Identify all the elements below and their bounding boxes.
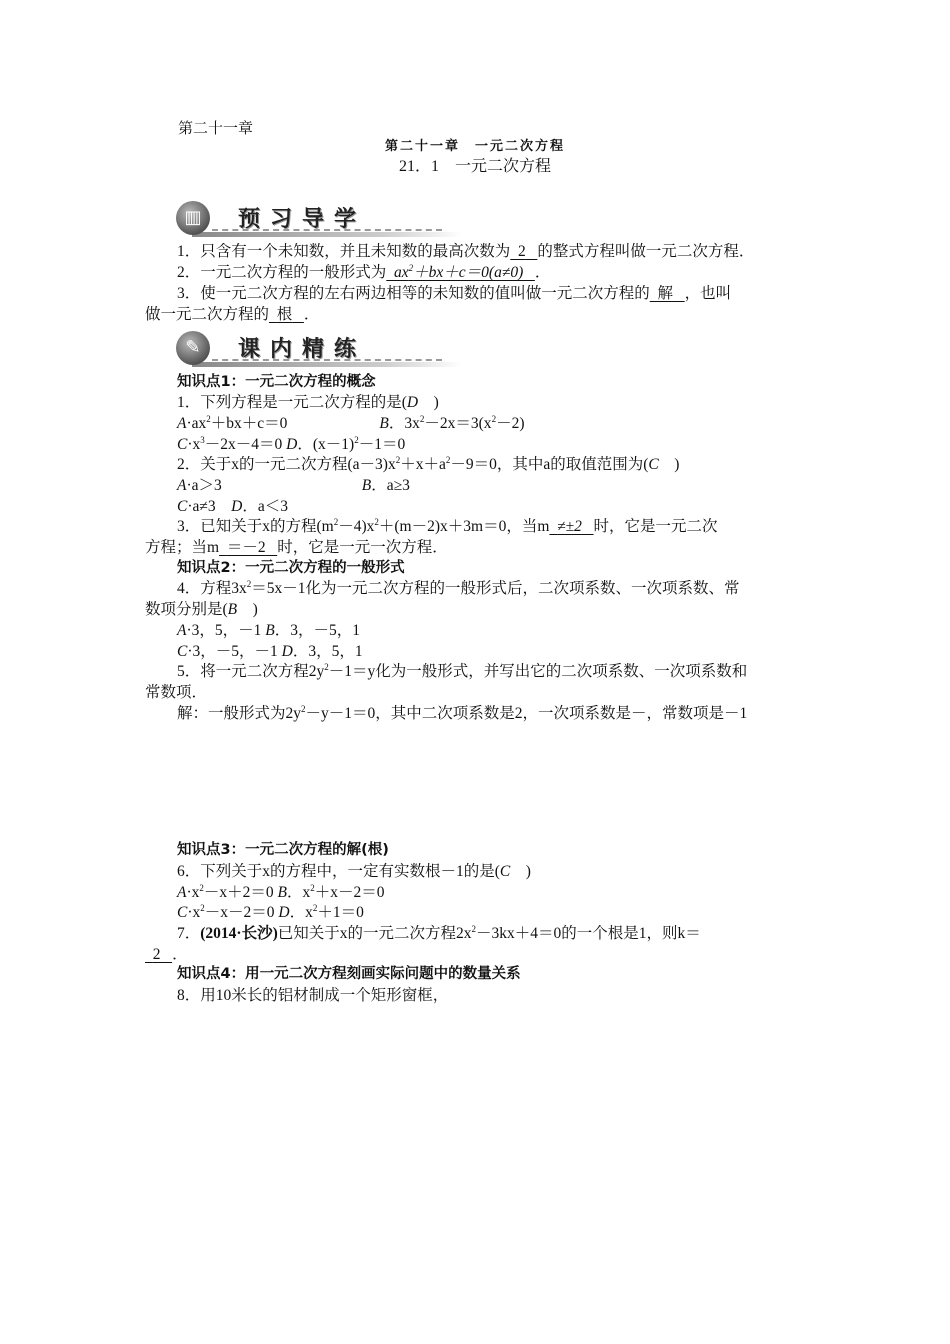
question-5-cont: 常数项． — [145, 684, 208, 701]
preview-item-3-cont — [145, 304, 319, 325]
answer-blank: 根 — [276, 306, 293, 323]
knowledge-point-2: 知识点2：一元二次方程的一般形式 — [177, 560, 405, 576]
preview-item-3 — [177, 283, 731, 304]
book-icon: ▥ — [176, 201, 210, 235]
question-6: 6．下列关于x的方程中，一定有实数根－1的是(C ) — [177, 863, 531, 880]
section-title: 21．1 一元二次方程 — [398, 158, 551, 175]
knowledge-point-4: 知识点4：用一元二次方程刻画实际问题中的数量关系 — [177, 966, 521, 982]
text: 做一元二次方程的 — [145, 306, 270, 323]
text: 3．使一元二次方程的左右两边相等的未知数的值叫做一元二次方程的 — [177, 285, 650, 302]
banner-title: 课内精练 — [238, 337, 367, 362]
text: 1．只含有一个未知数，并且未知数的最高次数为 — [177, 243, 511, 260]
answer-blank: $ax^2+bx+c=0(a\ne 0)$ — [386, 263, 535, 281]
text: ，也叫 — [684, 285, 732, 302]
q4-options-cd: C·3，－5，－1 D．3，5，1 — [177, 643, 363, 660]
answer-blank: ≠±2 — [557, 518, 582, 535]
text: ． — [534, 264, 551, 281]
text: 2．一元二次方程的一般形式为 — [177, 264, 387, 281]
q6-options-ab: $A\cdot x^2-x+2=0$ B．$x^2+x-2=0$ — [177, 883, 385, 901]
text: ． — [303, 306, 320, 323]
answer-blank: 2 — [518, 243, 526, 260]
question-3: 3．已知关于x的方程$(m^2-4)x^2+(m-2)x+3m=0$，当m ≠±2 时，它是一元二次 — [177, 517, 718, 535]
question-4: 4．方程$3x^2=5x-1$化为一元二次方程的一般形式后，二次项系数、一次项系数、常 — [177, 579, 740, 597]
knowledge-point-3: 知识点3：一元二次方程的解(根) — [177, 842, 389, 858]
question-7: 7．(2014·长沙)已知关于x的一元二次方程$2x^2-3kx+4=0$的一个根是1，则k＝ — [177, 924, 701, 942]
answer: D — [406, 394, 419, 411]
question-3-cont: 方程；当m ＝－2 时，它是一元一次方程． — [145, 539, 448, 556]
q2-options-cd: C·a≠3 D．a＜3 — [177, 498, 289, 515]
answer: C — [499, 863, 511, 880]
q6-options-cd: $C\cdot x^2-x-2=0$ D．$x^2+1=0$ — [177, 903, 364, 921]
question-2: 2．关于x的一元二次方程$(a-3)x^2+x+a^2-9=0$，其中a的取值范围为(C ) — [177, 455, 680, 473]
source-tag: (2014·长沙) — [200, 925, 278, 942]
chapter-title: 第二十一章 一元二次方程 — [384, 139, 565, 154]
preview-item-2 — [177, 262, 550, 283]
answer-blank: 解 — [657, 285, 674, 302]
q4-options-ab: A·3，5，－1 B．3，－5，1 — [177, 622, 361, 639]
chapter-label: 第二十一章 — [178, 121, 254, 137]
preview-item-1 — [177, 241, 754, 262]
answer-blank: ＝－2 — [226, 539, 266, 556]
answer-blank: 2 — [152, 946, 161, 963]
answer: C — [648, 456, 659, 473]
banner-practice — [176, 329, 466, 369]
question-4-cont: 数项分别是(B ) — [145, 601, 258, 618]
banner-title: 预习导学 — [238, 207, 367, 232]
question-7-cont: 2 ． — [145, 944, 188, 965]
answer: B — [227, 601, 238, 618]
q1-options-ab: $A\cdot ax^2+bx+c=0$ B．$3x^2-2x=3(x^2-2)$ — [177, 414, 525, 432]
question-8: 8．用10米长的铝材制成一个矩形窗框， — [177, 987, 449, 1004]
knowledge-point-1: 知识点1：一元二次方程的概念 — [177, 374, 376, 390]
question-5-solution: 解：一般形式为$2y^2-y-1=0$，其中二次项系数是2，一次项系数是－，常数项是－1 — [177, 704, 748, 722]
question-1: 1．下列方程是一元二次方程的是(D ) — [177, 394, 439, 411]
text: 的整式方程叫做一元二次方程． — [537, 243, 755, 260]
q2-options-ab: A·a＞3 B．a≥3 — [177, 477, 410, 494]
pencil-icon: ✎ — [176, 331, 210, 365]
q1-options-cd: $C\cdot x^3-2x-4=0$ D．$(x-1)^2-1=0$ — [177, 435, 406, 453]
question-5: 5．将一元二次方程$2y^2-1=y$化为一般形式，并写出它的二次项系数、一次项系数和 — [177, 662, 748, 680]
banner-preview — [176, 199, 466, 239]
